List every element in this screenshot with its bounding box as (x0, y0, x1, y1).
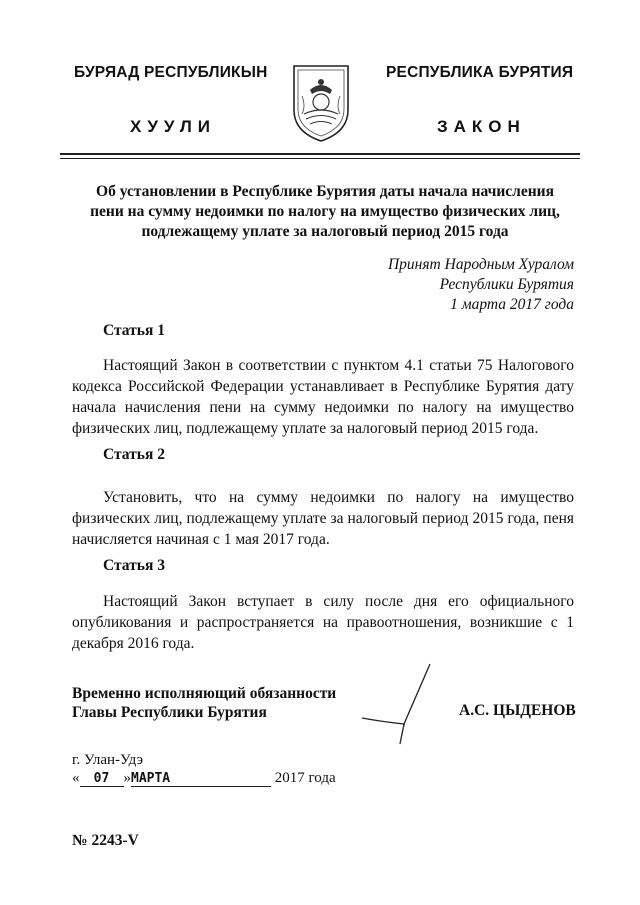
signing-date (72, 770, 336, 787)
date-month: МАРТА (131, 771, 271, 787)
article-3-heading: Статья 3 (103, 557, 165, 574)
article-1-heading: Статья 1 (103, 322, 165, 339)
coat-of-arms-emblem (290, 62, 352, 144)
adoption-line: Республики Бурятия (439, 276, 574, 293)
adoption-date: 1 марта 2017 года (450, 296, 574, 313)
adoption-note (388, 255, 574, 315)
signatory-position-line: Главы Республики Бурятия (72, 704, 267, 721)
adoption-line: Принят Народным Хуралом (387, 256, 574, 273)
article-2-heading: Статья 2 (103, 446, 165, 463)
header-divider-thick (60, 153, 580, 155)
date-close-quote: » (123, 770, 131, 786)
header-right-doc-type: ЗАКОН (437, 117, 526, 136)
article-2-text: Установить, что на сумму недоимки по налогу на имущество физических лиц, подлежащему уплате за налоговый период 2015 года, пеня начисляется начиная с 1 мая 2017 года. (72, 489, 574, 548)
date-day: 07 (80, 771, 124, 787)
header-right-title: РЕСПУБЛИКА БУРЯТИЯ (386, 64, 574, 81)
header-divider-thin (60, 158, 580, 159)
handwritten-signature (360, 662, 440, 748)
signatory-position-line: Временно исполняющий обязанности (72, 685, 337, 702)
header-left-title: БУРЯАД РЕСПУБЛИКЫН (74, 64, 268, 81)
law-title-line: пени на сумму недоимки по налогу на имущество физических лиц, (90, 203, 560, 220)
header-left-doc-type: ХУУЛИ (130, 117, 216, 136)
date-open-quote: « (72, 770, 80, 786)
article-3-text: Настоящий Закон вступает в силу после дня его официального опубликования и распространяется на правоотношения, возникшие с 1 декабря 2016 года. (72, 593, 574, 652)
signatory-position (72, 684, 336, 722)
city-name: г. Улан-Удэ (72, 752, 144, 768)
signatory-name: А.С. ЦЫДЕНОВ (459, 702, 576, 719)
law-number: № 2243-V (72, 832, 139, 849)
law-title (90, 182, 560, 242)
date-year: 2017 года (274, 770, 336, 786)
law-title-line: подлежащему уплате за налоговый период 2015 года (141, 223, 509, 240)
law-title-line: Об установлении в Республике Бурятия даты начала начисления (96, 183, 554, 200)
article-1-text: Настоящий Закон в соответствии с пунктом 4.1 статьи 75 Налогового кодекса Российской Федерации устанавливает в Республике Бурятия дату начала начисления пени на сумму недоимки по налогу на имущество физических лиц, подлежащему уплате за налоговый период 2015 года. (72, 357, 574, 437)
